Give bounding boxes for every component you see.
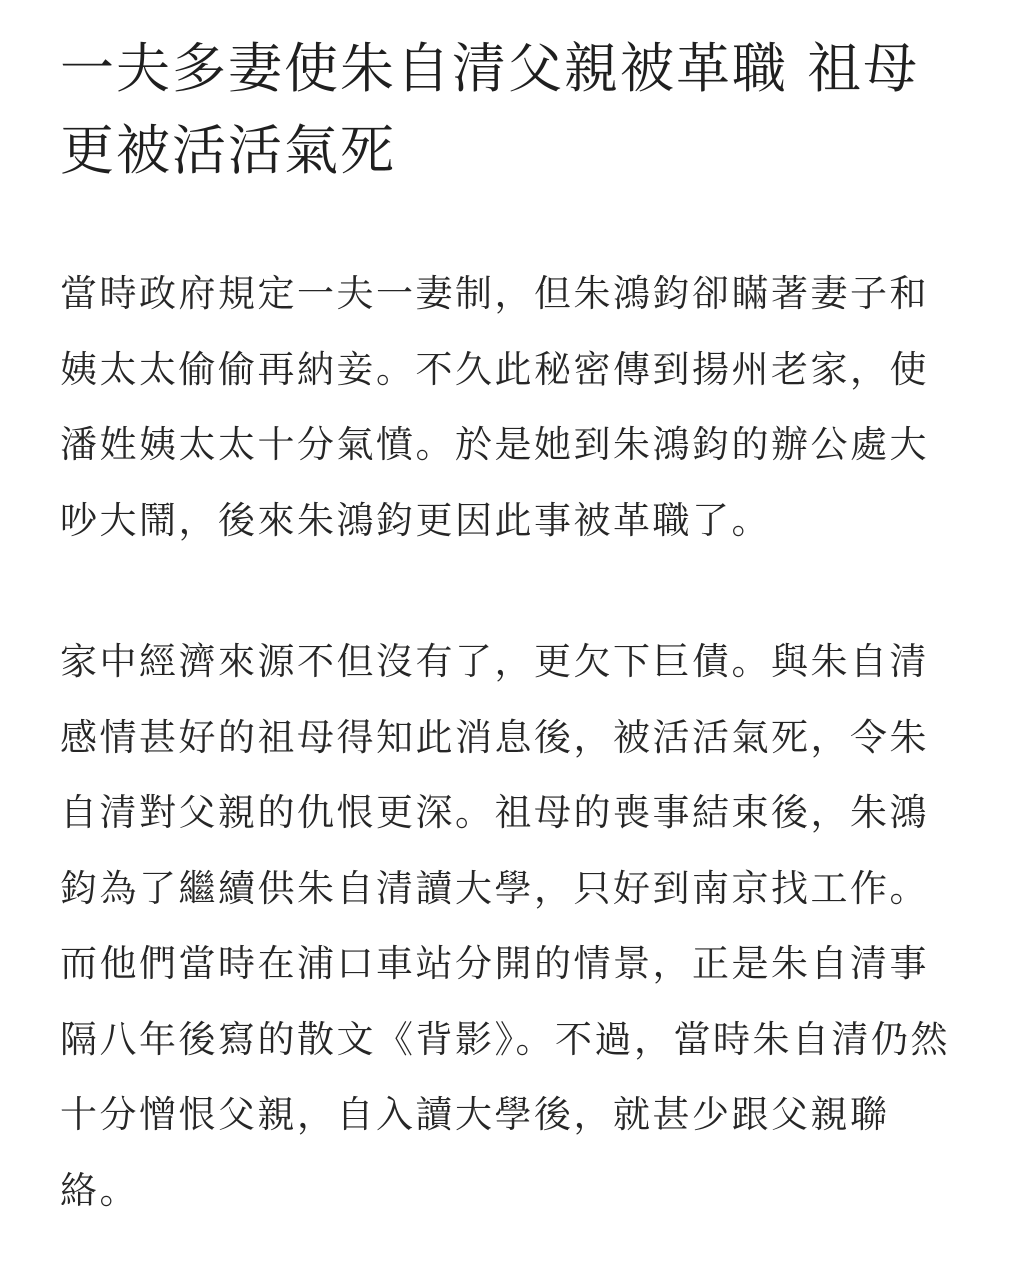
article-body (60, 28, 952, 1228)
article-headline: 一夫多妻使朱自清父親被革職 祖母更被活活氣死 (60, 37, 920, 182)
article-paragraph-1: 當時政府規定一夫一妻制，但朱鴻鈞卻瞞著妻子和姨太太偷偷再納妾。不久此秘密傳到揚州老家，使潘姓姨太太十分氣憤。於是她到朱鴻鈞的辦公處大吵大鬧，後來朱鴻鈞更因此事被革職了。 (60, 272, 929, 542)
article-paragraph-2: 家中經濟來源不但沒有了，更欠下巨債。與朱自清感情甚好的祖母得知此消息後，被活活氣死，令朱自清對父親的仇恨更深。祖母的喪事結束後，朱鴻鈞為了繼續供朱自清讀大學，只好到南京找工作。而他們當時在浦口車站分開的情景，正是朱自清事隔八年後寫的散文《背影》。不過，當時朱自清仍然十分憎恨父親，自入讀大學後，就甚少跟父親聯絡。 (60, 640, 950, 1212)
